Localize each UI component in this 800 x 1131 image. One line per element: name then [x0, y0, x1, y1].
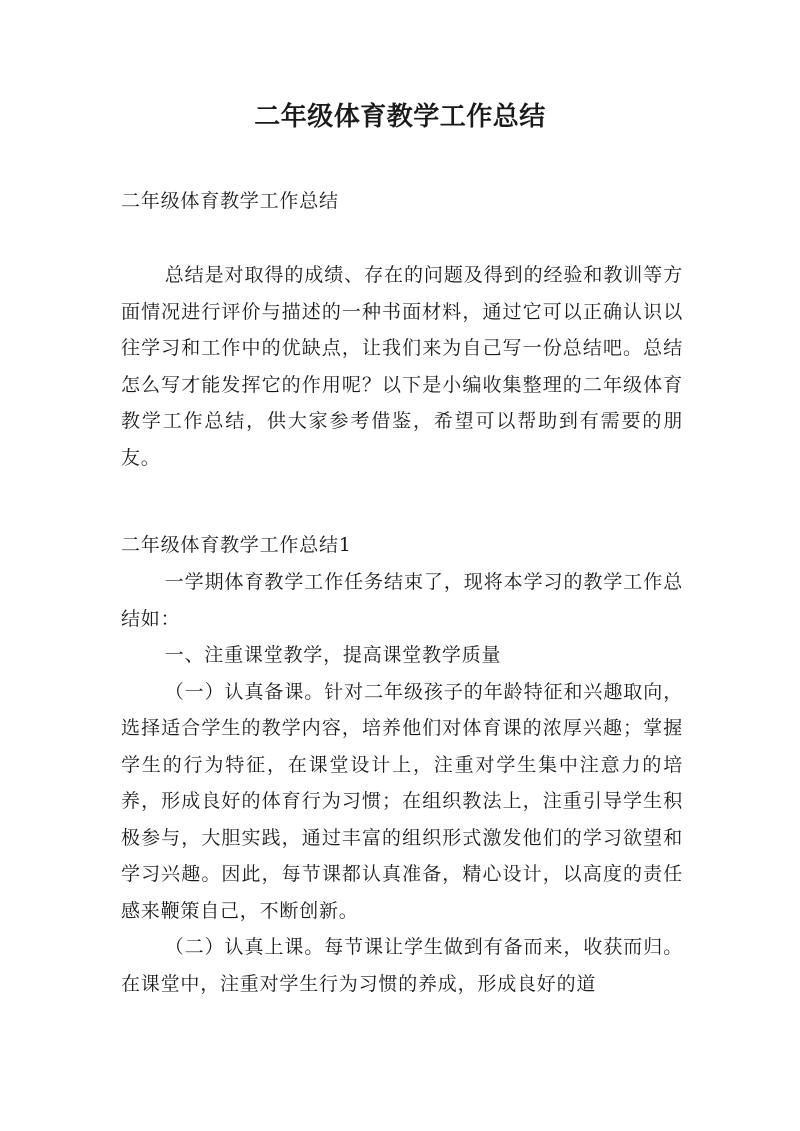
section-subheading: 一、注重课堂教学，提高课堂教学质量: [164, 644, 502, 666]
section-paragraph: （一）认真备课。针对二年级孩子的年龄特征和兴趣取向，选择适合学生的教学内容，培养他们对体育课的浓厚兴趣；掌握学生的行为特征，在课堂设计上，注重对学生集中注意力的培养，形成良好的体育行为习惯；在组织教法上，注重引导学生积极参与，大胆实践，通过丰富的组织形式激发他们的学习欲望和学习兴趣。因此，每节课都认真准备，精心设计，以高度的责任感来鞭策自己，不断创新。: [121, 680, 683, 922]
document-subtitle: 二年级体育教学工作总结: [121, 190, 339, 212]
document-title: 二年级体育教学工作总结: [254, 102, 546, 132]
section-heading: 二年级体育教学工作总结1: [121, 534, 352, 556]
intro-paragraph: [121, 257, 683, 476]
section-paragraph: （二）认真上课。每节课让学生做到有备而来，收获而归。在课堂中，注重对学生行为习惯的养成，形成良好的道: [121, 936, 683, 995]
intro-text: 总结是对取得的成绩、存在的问题及得到的经验和教训等方面情况进行评价与描述的一种书面材料，通过它可以正确认识以往学习和工作中的优缺点，让我们来为自己写一份总结吧。总结怎么写才能发挥它的作用呢？以下是小编收集整理的二年级体育教学工作总结，供大家参考借鉴，希望可以帮助到有需要的朋友。: [121, 264, 683, 469]
section-body: [121, 564, 683, 1002]
section-paragraph: 一学期体育教学工作任务结束了，现将本学习的教学工作总结如：: [121, 571, 683, 630]
